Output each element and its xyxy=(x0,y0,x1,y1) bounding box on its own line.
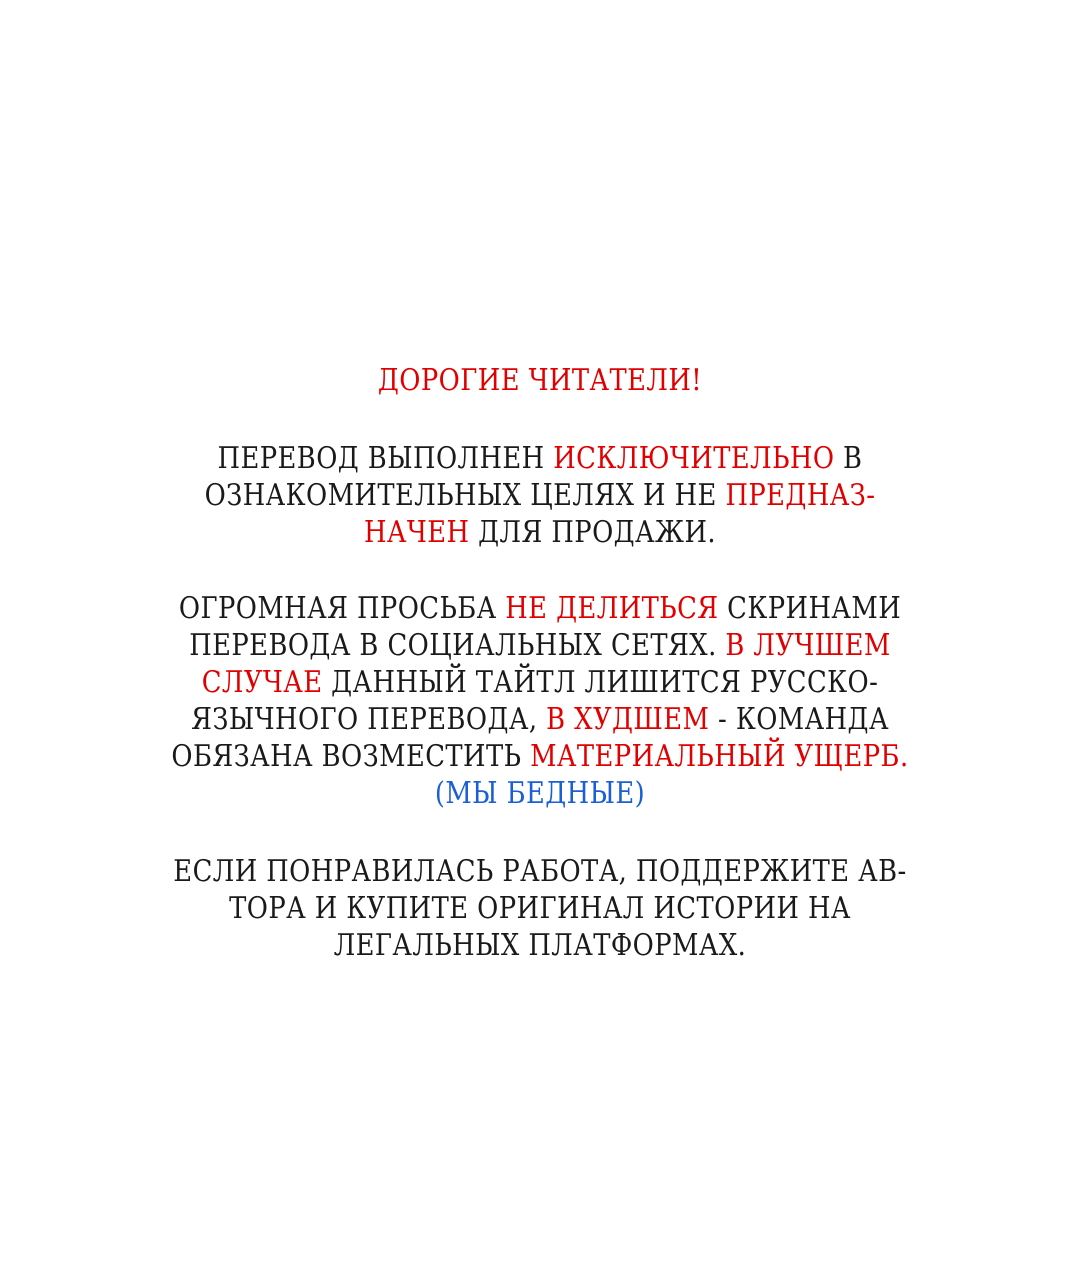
text-line xyxy=(76,738,1005,775)
translator-notice xyxy=(0,362,1080,964)
text-fragment: ОБЯЗАНА ВОЗМЕСТИТЬ xyxy=(171,739,531,774)
highlight-best-case-cont: СЛУЧАЕ xyxy=(201,665,323,700)
highlight-not-intended: ПРЕДНАЗ- xyxy=(725,478,876,513)
highlight-exclusively: ИСКЛЮЧИТЕЛЬНО xyxy=(553,441,835,476)
notice-paragraph-request xyxy=(0,590,1080,812)
text-line xyxy=(76,477,1005,514)
text-line: ТОРА И КУПИТЕ ОРИГИНАЛ ИСТОРИИ НА xyxy=(229,891,851,926)
text-line: ЛЕГАЛЬНЫХ ПЛАТФОРМАХ. xyxy=(333,928,747,963)
note-we-are-poor: (МЫ БЕДНЫЕ) xyxy=(434,776,646,811)
text-fragment: ЯЗЫЧНОГО ПЕРЕВОДА, xyxy=(191,702,547,737)
notice-paragraph-purpose xyxy=(0,440,1080,551)
paragraph-spacer xyxy=(0,812,1080,853)
text-fragment: ОЗНАКОМИТЕЛЬНЫХ ЦЕЛЯХ И НЕ xyxy=(204,478,726,513)
highlight-not-intended-cont: НАЧЕН xyxy=(363,515,470,550)
text-fragment: ПЕРЕВОДА В СОЦИАЛЬНЫХ СЕТЯХ. xyxy=(189,628,726,663)
paragraph-spacer xyxy=(0,399,1080,440)
paragraph-spacer xyxy=(0,551,1080,590)
text-fragment: В xyxy=(834,441,863,476)
notice-greeting: ДОРОГИЕ ЧИТАТЕЛИ! xyxy=(377,363,703,398)
highlight-worst-case: В ХУДШЕМ xyxy=(546,702,710,737)
highlight-material-damage: МАТЕРИАЛЬНЫЙ УЩЕРБ. xyxy=(530,739,909,774)
text-line xyxy=(76,514,1005,551)
text-fragment: ОГРОМНАЯ ПРОСЬБА xyxy=(178,591,506,626)
highlight-best-case: В ЛУЧШЕМ xyxy=(725,628,891,663)
text-line xyxy=(76,664,1005,701)
text-fragment: ПЕРЕВОД ВЫПОЛНЕН xyxy=(217,441,554,476)
text-fragment: - КОМАНДА xyxy=(709,702,889,737)
text-fragment: ДЛЯ ПРОДАЖИ. xyxy=(469,515,717,550)
text-line xyxy=(76,627,1005,664)
text-line xyxy=(76,590,1005,627)
text-line xyxy=(76,440,1005,477)
notice-paragraph-support xyxy=(0,853,1080,964)
text-fragment: ДАННЫЙ ТАЙТЛ ЛИШИТСЯ РУССКО- xyxy=(322,665,879,700)
text-fragment: СКРИНАМИ xyxy=(718,591,902,626)
highlight-do-not-share: НЕ ДЕЛИТЬСЯ xyxy=(505,591,719,626)
text-line: ЕСЛИ ПОНРАВИЛАСЬ РАБОТА, ПОДДЕРЖИТЕ АВ- xyxy=(173,854,907,889)
text-line xyxy=(76,701,1005,738)
